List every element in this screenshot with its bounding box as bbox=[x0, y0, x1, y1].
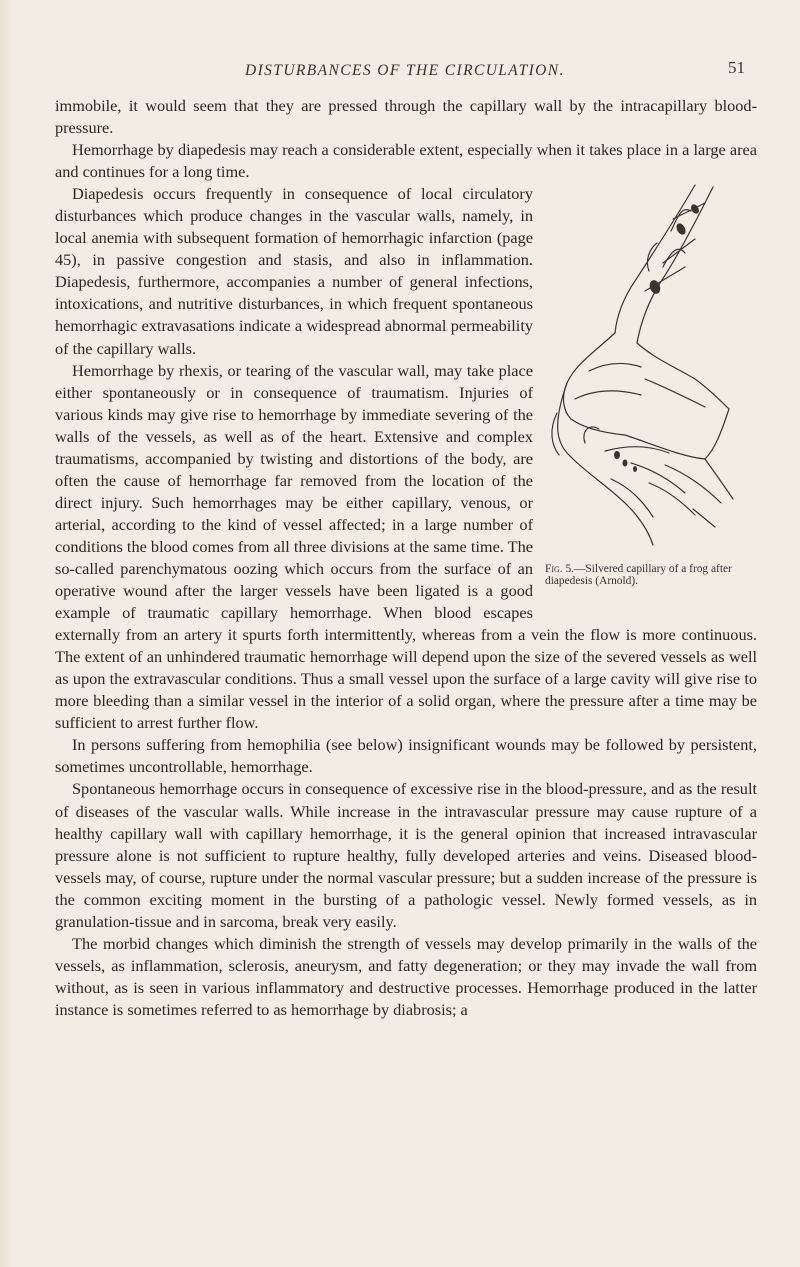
binding-shadow bbox=[0, 0, 12, 1267]
figure-5 bbox=[545, 183, 757, 617]
capillary-illustration bbox=[545, 183, 757, 563]
body-text bbox=[55, 95, 757, 1021]
paragraph-2: Hemorrhage by diapedesis may reach a considerable extent, especially when it takes place in a large area and continues for a long time. bbox=[55, 140, 757, 182]
paragraph-1: immobile, it would seem that they are pressed through the capillary wall by the intracapillary blood-pressure. bbox=[55, 96, 757, 138]
paragraph-4: Hemorrhage by rhexis, or tearing of the vascular wall, may take place either spontaneously or in consequence of traumatism. Injuries of various kinds may give rise to hemorrhage by immediate severing of the walls of the vessels, as well as of the heart. Extensive and complex traumatisms, accompanied by twisting and distortions of the body, are often the cause of hemorrhage far removed from the location of the direct injury. Such hemorrhages may be either capillary, venous, or arterial, according to the kind of vessel affected; in a large number of conditions the blood comes from all three divisions at the same time. The so-called parenchymatous oozing which occurs from the surface of an operative wound after the larger vessels have been ligated is a good example of traumatic capillary hemorrhage. When blood escapes externally from an artery it spurts forth intermittently, whereas from a vein the flow is more continuous. The extent of an unhindered traumatic hemorrhage will depend upon the size of the severed vessels as well as upon the extravascular conditions. Thus a small vessel upon the surface of a large cavity will give rise to more bleeding than a similar vessel in the interior of a solid organ, where the pressure after a time may be sufficient to arrest further flow. bbox=[55, 360, 757, 733]
figure-caption-text: —Silvered capillary of a frog after diapedesis (Arnold). bbox=[545, 563, 732, 588]
running-title: DISTURBANCES OF THE CIRCULATION. bbox=[245, 62, 565, 79]
figure-caption bbox=[545, 563, 757, 587]
page-header bbox=[0, 58, 800, 84]
figure-label: Fig. 5. bbox=[545, 563, 575, 576]
paragraph-5: In persons suffering from hemophilia (see below) insignificant wounds may be followed by persistent, sometimes uncontrollable, hemorrhage. bbox=[55, 735, 757, 777]
page-number: 51 bbox=[728, 58, 745, 77]
paragraph-6: Spontaneous hemorrhage occurs in consequence of excessive rise in the blood-pressure, and as the result of diseases of the vascular walls. While increase in the intravascular pressure may cause rupture of a healthy capillary wall with capillary hemorrhage, it is the general opinion that increased intravascular pressure alone is not sufficient to rupture healthy, fully developed arteries and veins. Diseased blood-vessels may, of course, rupture under the normal vascular pressure; but a sudden increase of the pressure is the common exciting moment in the bursting of a pathologic vessel. Newly formed vessels, as in granulation-tissue and in sarcoma, break very easily. bbox=[55, 779, 757, 931]
paragraph-3: Diapedesis occurs frequently in consequence of local circulatory disturbances which produce changes in the vascular walls, namely, in local anemia with subsequent formation of hemorrhagic infarction (page 45), in passive congestion and stasis, and also in inflammation. Diapedesis, furthermore, accompanies a number of general infections, intoxications, and nutritive disturbances, in which frequent spontaneous hemorrhagic extravasations indicate a widespread abnormal permeability of the capillary walls. bbox=[55, 184, 533, 358]
paragraph-7: The morbid changes which diminish the strength of vessels may develop primarily in the walls of the vessels, as inflammation, sclerosis, aneurysm, and fatty degeneration; or they may invade the wall from without, as is seen in various inflammatory and destructive processes. Hemorrhage produced in the latter instance is sometimes referred to as hemorrhage by diabrosis; a bbox=[55, 933, 757, 1019]
